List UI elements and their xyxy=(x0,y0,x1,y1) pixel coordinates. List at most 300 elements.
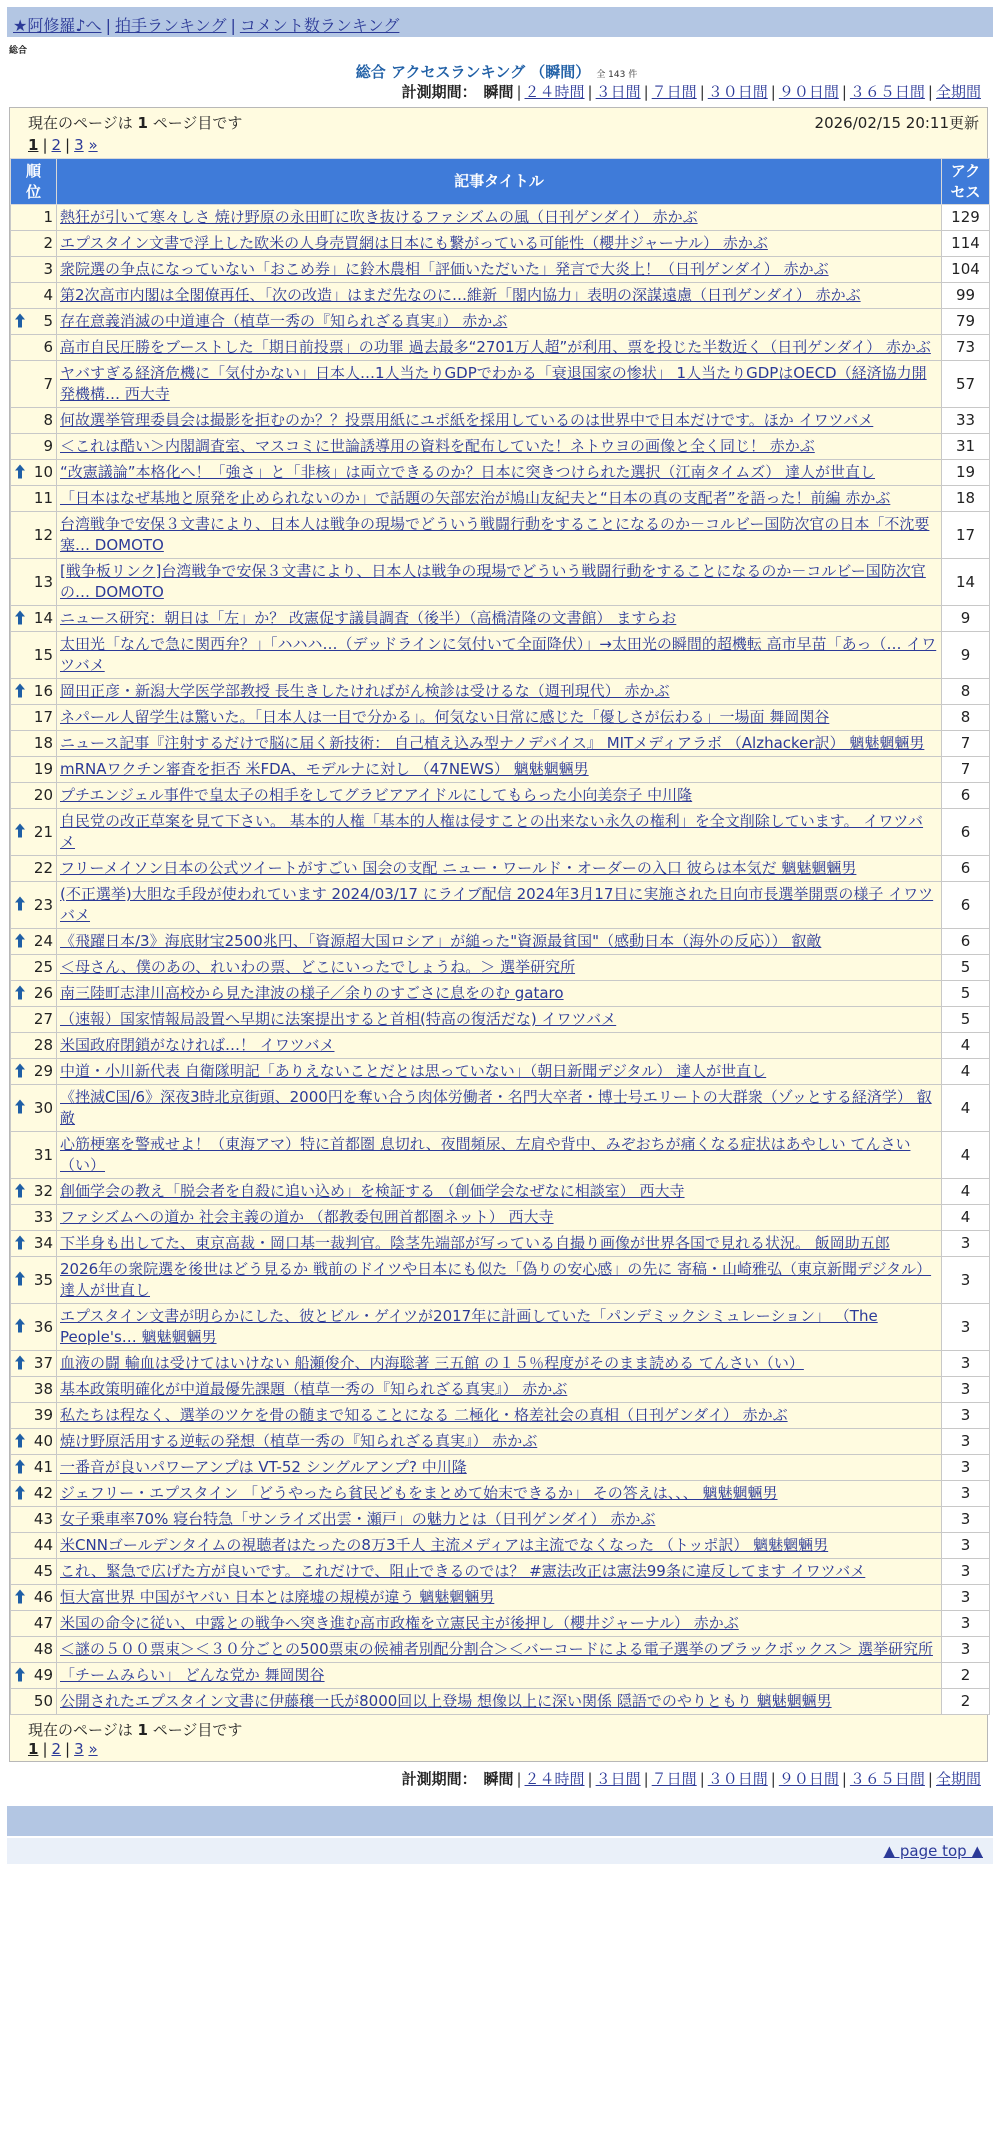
title-cell xyxy=(57,882,942,929)
article-title-link[interactable]: ネパール人留学生は驚いた。「日本人は一目で分かる」。何気ない日常に感じた「優しさが伝わる」一場面 舞岡関谷 xyxy=(60,708,830,726)
next-page-link[interactable]: » xyxy=(88,1740,98,1758)
access-count: 79 xyxy=(942,309,990,335)
article-title-link[interactable]: プチエンジェル事件で皇太子の相手をしてグラビアアイドルにしてもらった小向美奈子 中川隆 xyxy=(60,786,693,804)
rank-number: 5 xyxy=(43,312,53,330)
rank-number: 17 xyxy=(33,708,53,726)
rank-up-arrow-icon xyxy=(15,897,25,914)
article-title-link[interactable]: ＜これは酷い＞内閣調査室、マスコミに世論誘導用の資料を配布していた！ネトウヨの画像と全く同じ！ 赤かぶ xyxy=(60,437,815,455)
title-cell xyxy=(57,460,942,486)
article-title-link[interactable]: ジェフリー・エプスタイン 「どうやったら貧民どもをまとめて始末できるか」 その答えは、、、 魑魅魍魎男 xyxy=(60,1484,778,1502)
rank-number: 18 xyxy=(33,734,53,752)
access-count: 8 xyxy=(942,679,990,705)
rank-number: 47 xyxy=(33,1614,53,1632)
title-cell xyxy=(57,606,942,632)
access-count: 19 xyxy=(942,460,990,486)
table-row xyxy=(11,1637,990,1663)
article-title-link[interactable]: 私たちは程なく、選挙のツケを骨の髄まで知ることになる 二極化・格差社会の真相（日刊ゲンダイ） 赤かぶ xyxy=(60,1406,788,1424)
title-cell xyxy=(57,309,942,335)
rank-cell xyxy=(11,283,57,309)
title-cell xyxy=(57,283,942,309)
title-cell xyxy=(57,1231,942,1257)
article-title-link[interactable]: 太田光「なんで急に関西弁？」「ハハハ…（デッドラインに気付いて全面降伏）」→太田光の瞬間的超機転 高市早苗「あっ（… イワツバメ xyxy=(60,635,937,674)
period-selector-bottom xyxy=(0,1768,993,1790)
access-count: 17 xyxy=(942,512,990,559)
article-title-link[interactable]: ニュース研究：朝日は「左」か？ 改憲促す議員調査（後半）（高橋清隆の文書館） ますらお xyxy=(60,609,677,627)
rank-up-arrow-icon xyxy=(15,610,25,627)
period-option-link[interactable]: ３６５日間 xyxy=(849,83,925,101)
separator: | xyxy=(65,136,71,154)
rank-number: 9 xyxy=(43,437,53,455)
rank-up-arrow-icon xyxy=(15,1100,25,1117)
table-row xyxy=(11,257,990,283)
page-info-suffix: ページ目です xyxy=(152,1721,243,1739)
article-title-link[interactable]: 下半身も出してた、東京高裁・岡口基一裁判官。陰茎先端部が写っている自撮り画像が世界各国で見れる状況。 飯岡助五郎 xyxy=(60,1234,890,1252)
article-title-link[interactable]: 心筋梗塞を警戒せよ！（東海アマ）特に首都圏 息切れ、夜間頻尿、左肩や背中、みぞおちが痛くなる症状はあやしい てんさい（い） xyxy=(60,1135,911,1174)
table-row xyxy=(11,1257,990,1304)
page-top-link[interactable]: ▲ page top ▲ xyxy=(883,1842,983,1860)
page-title: 総合 アクセスランキング （瞬間） xyxy=(355,63,591,81)
separator: | xyxy=(587,83,593,101)
access-count: 7 xyxy=(942,731,990,757)
separator: | xyxy=(105,16,111,35)
article-title-link[interactable]: （速報）国家情報局設置へ早期に法案提出すると首相(特高の復活だな) イワツバメ xyxy=(60,1010,617,1028)
table-header-row xyxy=(11,159,990,205)
article-title-link[interactable]: 米国政府閉鎖がなければ…！ イワツバメ xyxy=(60,1036,335,1054)
access-count: 7 xyxy=(942,757,990,783)
access-count: 8 xyxy=(942,705,990,731)
rank-cell xyxy=(11,1351,57,1377)
title-cell xyxy=(57,1304,942,1351)
table-row xyxy=(11,1611,990,1637)
title-cell xyxy=(57,1257,942,1304)
rank-number: 26 xyxy=(33,984,53,1002)
rank-number: 32 xyxy=(33,1182,53,1200)
rank-up-arrow-icon xyxy=(15,1235,25,1252)
title-cell xyxy=(57,1403,942,1429)
separator: | xyxy=(699,83,705,101)
article-title-link[interactable]: 公開されたエプスタイン文書に伊藤穣一氏が8000回以上登場 想像以上に深い関係 隠語でのやりともり 魑魅魍魎男 xyxy=(60,1692,832,1710)
rank-number: 46 xyxy=(33,1588,53,1606)
title-cell xyxy=(57,257,942,283)
access-count: 6 xyxy=(942,783,990,809)
separator: | xyxy=(927,1770,933,1788)
rank-cell xyxy=(11,1033,57,1059)
period-option-link[interactable]: 全期間 xyxy=(935,1770,981,1788)
rank-cell xyxy=(11,1481,57,1507)
rank-cell xyxy=(11,1085,57,1132)
separator: | xyxy=(770,83,776,101)
top-navigation-bar xyxy=(7,7,993,37)
article-title-link[interactable]: (不正選挙)大胆な手段が使われています 2024/03/17 にライブ配信 2024年3月17日に実施された日向市長選挙開票の様子 イワツバメ xyxy=(60,885,934,924)
access-count: 3 xyxy=(942,1611,990,1637)
separator: | xyxy=(643,1770,649,1788)
ranking-panel xyxy=(9,107,988,1762)
rank-number: 16 xyxy=(33,682,53,700)
ranking-table xyxy=(10,158,990,1715)
title-cell xyxy=(57,205,942,231)
article-title-link[interactable]: 熱狂が引いて寒々しさ 焼け野原の永田町に吹き抜けるファシズムの風（日刊ゲンダイ） 赤かぶ xyxy=(60,208,698,226)
access-count: 129 xyxy=(942,205,990,231)
title-cell xyxy=(57,1132,942,1179)
title-cell xyxy=(57,361,942,408)
title-cell xyxy=(57,1663,942,1689)
table-row xyxy=(11,512,990,559)
title-cell xyxy=(57,1033,942,1059)
rank-number: 31 xyxy=(33,1145,53,1164)
period-option-link[interactable]: ２４時間 xyxy=(524,1770,585,1788)
separator: | xyxy=(65,1740,71,1758)
title-cell xyxy=(57,486,942,512)
article-title-link[interactable]: 基本政策明確化が中道最優先課題（植草一秀の『知られざる真実』） 赤かぶ xyxy=(60,1380,568,1398)
title-cell xyxy=(57,929,942,955)
title-cell xyxy=(57,856,942,882)
rank-cell xyxy=(11,1059,57,1085)
current-page-number: 1 xyxy=(137,1721,148,1739)
access-count: 2 xyxy=(942,1689,990,1715)
rank-number: 13 xyxy=(33,572,53,591)
access-count: 4 xyxy=(942,1059,990,1085)
article-title-link[interactable]: ニュース記事『注射するだけで脳に届く新技術： 自己植え込み型ナノデバイス』 MITメディアラボ （Alzhacker訳） 魑魅魍魎男 xyxy=(60,734,925,752)
article-title-link[interactable]: 焼け野原活用する逆転の発想（植草一秀の『知られざる真実』） 赤かぶ xyxy=(60,1432,538,1450)
article-title-link[interactable]: フリーメイソン日本の公式ツイートがすごい 国会の支配 ニュー・ワールド・オーダーの入口 彼らは本気だ 魑魅魍魎男 xyxy=(60,859,857,877)
table-row xyxy=(11,1403,990,1429)
rank-number: 28 xyxy=(33,1036,53,1054)
title-cell xyxy=(57,731,942,757)
table-row xyxy=(11,408,990,434)
article-title-link[interactable]: 《飛躍日本/3》海底財宝2500兆円、「資源超大国ロシア」が縋った"資源最貧国"（感動日本（海外の反応）） 叡敵 xyxy=(60,932,822,950)
rank-number: 30 xyxy=(33,1098,53,1117)
rank-cell xyxy=(11,512,57,559)
rank-number: 37 xyxy=(33,1354,53,1372)
title-cell xyxy=(57,1455,942,1481)
article-title-link[interactable]: mRNAワクチン審査を拒否 米FDA、モデルナに対し （47NEWS） 魑魅魍魎男 xyxy=(60,760,589,778)
rank-number: 50 xyxy=(33,1692,53,1710)
total-count: 全 143 件 xyxy=(596,70,638,80)
article-title-link[interactable]: 血液の闘 輸血は受けてはいけない 船瀬俊介、内海聡著 三五館 の１５％程度がそのまま読める てんさい（い） xyxy=(60,1354,804,1372)
rank-cell xyxy=(11,205,57,231)
period-option-link[interactable]: ９０日間 xyxy=(778,1770,839,1788)
access-count: 14 xyxy=(942,559,990,606)
access-count: 4 xyxy=(942,1179,990,1205)
title-cell xyxy=(57,1585,942,1611)
rank-cell xyxy=(11,1179,57,1205)
table-row xyxy=(11,679,990,705)
table-row xyxy=(11,929,990,955)
access-count: 73 xyxy=(942,335,990,361)
table-row xyxy=(11,1377,990,1403)
article-title-link[interactable]: 米CNNゴールデンタイムの視聴者はたったの8万3千人 主流メディアは主流でなくなった （トッポ訳） 魑魅魍魎男 xyxy=(60,1536,829,1554)
bottom-page-info xyxy=(10,1715,987,1761)
page-link[interactable]: 3 xyxy=(74,1740,84,1758)
ranking-heading xyxy=(0,61,993,81)
title-cell xyxy=(57,1179,942,1205)
access-count: 3 xyxy=(942,1585,990,1611)
rank-up-arrow-icon xyxy=(15,1063,25,1080)
title-cell xyxy=(57,679,942,705)
rank-number: 44 xyxy=(33,1536,53,1554)
article-title-link[interactable]: 「日本はなぜ基地と原発を止められないのか」で話題の矢部宏治が鳩山友紀夫と“日本の真の支配者”を語った！前編 赤かぶ xyxy=(60,489,891,507)
page-link[interactable]: 2 xyxy=(51,1740,62,1758)
article-title-link[interactable]: 《挫滅C国/6》深夜3時北京街頭、2000円を奪い合う肉体労働者・名門大卒者・博士号エリートの大群衆（ゾッとする経済学） 叡敵 xyxy=(60,1088,932,1127)
rank-cell xyxy=(11,1304,57,1351)
home-link[interactable]: ★阿修羅♪へ xyxy=(13,16,102,35)
page-link[interactable]: 1 xyxy=(28,1740,39,1758)
rank-number: 49 xyxy=(33,1666,53,1684)
rank-number: 4 xyxy=(43,286,53,304)
period-selector xyxy=(0,81,993,103)
access-count: 6 xyxy=(942,929,990,955)
article-title-link[interactable]: 衆院選の争点になっていない「おこめ券」に鈴木農相「評価いただいた」発言で大炎上！（日刊ゲンダイ） 赤かぶ xyxy=(60,260,829,278)
access-count: 3 xyxy=(942,1231,990,1257)
rank-cell xyxy=(11,1231,57,1257)
title-cell xyxy=(57,434,942,460)
rank-number: 41 xyxy=(33,1458,53,1476)
table-row xyxy=(11,1429,990,1455)
rank-number: 19 xyxy=(33,760,53,778)
article-title-link[interactable]: 女子乗車率70% 寝台特急「サンライズ出雲・瀬戸」の魅力とは（日刊ゲンダイ） 赤かぶ xyxy=(60,1510,656,1528)
table-row xyxy=(11,486,990,512)
rank-number: 38 xyxy=(33,1380,53,1398)
rank-cell xyxy=(11,1132,57,1179)
rank-cell xyxy=(11,1637,57,1663)
table-row xyxy=(11,1007,990,1033)
rank-number: 25 xyxy=(33,958,53,976)
rank-up-arrow-icon xyxy=(15,1272,25,1289)
title-cell xyxy=(57,1611,942,1637)
period-option-link[interactable]: ３日間 xyxy=(595,83,641,101)
access-count: 3 xyxy=(942,1481,990,1507)
table-row xyxy=(11,231,990,257)
rank-up-arrow-icon xyxy=(15,933,25,950)
next-page-link[interactable]: » xyxy=(88,136,98,154)
rank-number: 12 xyxy=(33,525,53,544)
table-row xyxy=(11,731,990,757)
ranking-table-body xyxy=(11,205,990,1715)
article-title-link[interactable]: 存在意義消滅の中道連合（植草一秀の『知られざる真実』） 赤かぶ xyxy=(60,312,508,330)
rank-cell xyxy=(11,1403,57,1429)
rank-number: 11 xyxy=(33,489,53,507)
title-cell xyxy=(57,1351,942,1377)
rank-cell xyxy=(11,856,57,882)
title-cell xyxy=(57,1689,942,1715)
period-option-link[interactable]: ３０日間 xyxy=(707,1770,768,1788)
table-row xyxy=(11,559,990,606)
article-title-link[interactable]: エプスタイン文書が明らかにした、彼とビル・ゲイツが2017年に計画していた「パンデミックシミュレーション」 （The People's… 魑魅魍魎男 xyxy=(60,1307,878,1346)
table-row xyxy=(11,606,990,632)
period-option-link[interactable]: ２４時間 xyxy=(524,83,585,101)
rank-number: 43 xyxy=(33,1510,53,1528)
rank-up-arrow-icon xyxy=(15,1667,25,1684)
title-cell xyxy=(57,1059,942,1085)
rank-cell xyxy=(11,1585,57,1611)
applause-ranking-link[interactable]: 拍手ランキング xyxy=(114,16,227,35)
access-count: 3 xyxy=(942,1351,990,1377)
comment-ranking-link[interactable]: コメント数ランキング xyxy=(239,16,400,35)
access-header: アクセス xyxy=(942,159,990,205)
period-option-link[interactable]: ３日間 xyxy=(595,1770,641,1788)
page-info xyxy=(10,108,987,158)
rank-up-arrow-icon xyxy=(15,1183,25,1200)
rank-cell xyxy=(11,1429,57,1455)
rank-cell xyxy=(11,257,57,283)
title-cell xyxy=(57,231,942,257)
period-option-link[interactable]: ３６５日間 xyxy=(849,1770,925,1788)
table-row xyxy=(11,309,990,335)
article-title-link[interactable]: 一番音が良いパワーアンプは VT-52 シングルアンプ? 中川隆 xyxy=(60,1458,467,1476)
section-label: 総合 xyxy=(9,46,28,56)
separator: | xyxy=(42,1740,48,1758)
article-title-link[interactable]: ヤバすぎる経済危機に「気付かない」日本人…1人当たりGDPでわかる「衰退国家の惨状」 1人当たりGDPはOECD（経済協力開発機構… 西大寺 xyxy=(60,364,927,403)
article-title-link[interactable]: 恒大富世界 中国がヤバい 日本とは廃墟の規模が違う 魑魅魍魎男 xyxy=(60,1588,495,1606)
table-row xyxy=(11,1585,990,1611)
access-count: 18 xyxy=(942,486,990,512)
access-count: 99 xyxy=(942,283,990,309)
separator: | xyxy=(516,83,522,101)
table-row xyxy=(11,856,990,882)
article-title-link[interactable]: [戦争板リンク]台湾戦争で安保３文書により、日本人は戦争の現場でどういう戦闘行動をすることになるのか－コルビー国防次官の… DOMOTO xyxy=(60,562,926,601)
table-row xyxy=(11,882,990,929)
rank-up-arrow-icon xyxy=(15,1355,25,1372)
access-count: 3 xyxy=(942,1257,990,1304)
rank-number: 14 xyxy=(33,609,53,627)
rank-cell xyxy=(11,486,57,512)
rank-number: 1 xyxy=(43,208,53,226)
pager xyxy=(28,1740,979,1758)
page-info-suffix: ページ目です xyxy=(152,114,243,132)
page-link[interactable]: 1 xyxy=(28,136,39,154)
article-title-link[interactable]: これ、緊急で広げた方が良いです。これだけで、阻止できるのでは？ #憲法改正は憲法99条に違反してます イワツバメ xyxy=(60,1562,866,1580)
rank-number: 34 xyxy=(33,1234,53,1252)
article-title-link[interactable]: 米国の命令に従い、中露との戦争へ突き進む高市政権を立憲民主が後押し（櫻井ジャーナル） 赤かぶ xyxy=(60,1614,739,1632)
rank-up-arrow-icon xyxy=(15,824,25,841)
rank-cell xyxy=(11,1007,57,1033)
article-title-link[interactable]: 2026年の衆院選を後世はどう見るか 戦前のドイツや日本にも似た「偽りの安心感」の先に 寄稿・山崎雅弘（東京新聞デジタル） 達人が世直し xyxy=(60,1260,932,1299)
article-title-link[interactable]: ＜母さん、僕のあの、れいわの票、どこにいったでしょうね。＞ 選挙研究所 xyxy=(60,958,576,976)
access-count: 3 xyxy=(942,1533,990,1559)
rank-cell xyxy=(11,1533,57,1559)
rank-number: 22 xyxy=(33,859,53,877)
article-title-link[interactable]: 第2次高市内閣は全閣僚再任、「次の改造」はまだ先なのに…維新「閣内協力」表明の深謀遠慮（日刊ゲンダイ） 赤かぶ xyxy=(60,286,861,304)
page-link[interactable]: 3 xyxy=(74,136,84,154)
rank-cell xyxy=(11,1257,57,1304)
rank-number: 40 xyxy=(33,1432,53,1450)
title-cell xyxy=(57,981,942,1007)
rank-up-arrow-icon xyxy=(15,1433,25,1450)
rank-up-arrow-icon xyxy=(15,313,25,330)
rank-cell xyxy=(11,809,57,856)
rank-number: 24 xyxy=(33,932,53,950)
title-cell xyxy=(57,809,942,856)
access-count: 3 xyxy=(942,1377,990,1403)
rank-number: 8 xyxy=(43,411,53,429)
table-row xyxy=(11,205,990,231)
period-label: 計測期間： xyxy=(401,83,477,101)
table-row xyxy=(11,1351,990,1377)
title-cell xyxy=(57,335,942,361)
table-row xyxy=(11,1132,990,1179)
table-row xyxy=(11,705,990,731)
rank-number: 33 xyxy=(33,1208,53,1226)
title-cell xyxy=(57,1085,942,1132)
title-cell xyxy=(57,1507,942,1533)
rank-cell xyxy=(11,679,57,705)
rank-cell xyxy=(11,705,57,731)
article-title-link[interactable]: ＜謎の５００票束＞＜３０分ごとの500票束の候補者別配分割合＞＜バーコードによる電子選挙のブラックボックス＞ 選挙研究所 xyxy=(60,1640,933,1658)
separator: | xyxy=(841,83,847,101)
access-count: 2 xyxy=(942,1663,990,1689)
period-option-link[interactable]: ７日間 xyxy=(651,1770,697,1788)
rank-number: 15 xyxy=(33,645,53,664)
period-option-link[interactable]: ７日間 xyxy=(651,83,697,101)
separator: | xyxy=(643,83,649,101)
article-title-link[interactable]: 中道・小川新代表 自衛隊明記「ありえないことだとは思っていない」（朝日新聞デジタル） 達人が世直し xyxy=(60,1062,767,1080)
period-option-link[interactable]: ９０日間 xyxy=(778,83,839,101)
separator: | xyxy=(42,136,48,154)
rank-cell xyxy=(11,955,57,981)
table-row xyxy=(11,1205,990,1231)
separator: | xyxy=(516,1770,522,1788)
title-cell xyxy=(57,1429,942,1455)
article-title-link[interactable]: 台湾戦争で安保３文書により、日本人は戦争の現場でどういう戦闘行動をすることになるのか－コルビー国防次官の日本「不沈要塞… DOMOTO xyxy=(60,515,930,554)
article-title-link[interactable]: 高市自民圧勝をブーストした「期日前投票」の功罪 過去最多“2701万人超”が利用、票を投じた半数近く（日刊ゲンダイ） 赤かぶ xyxy=(60,338,931,356)
table-row xyxy=(11,1304,990,1351)
period-option-link[interactable]: ３０日間 xyxy=(707,83,768,101)
access-count: 57 xyxy=(942,361,990,408)
separator: | xyxy=(587,1770,593,1788)
rank-cell xyxy=(11,231,57,257)
table-row xyxy=(11,632,990,679)
table-row xyxy=(11,1481,990,1507)
access-count: 3 xyxy=(942,1507,990,1533)
rank-number: 6 xyxy=(43,338,53,356)
article-title-link[interactable]: 南三陸町志津川高校から見た津波の様子／余りのすごさに息をのむ gataro xyxy=(60,984,564,1002)
title-cell xyxy=(57,512,942,559)
article-title-link[interactable]: 自民党の改正草案を見て下さい。 基本的人権「基本的人権は侵すことの出来ない永久の権利」を全文削除しています。 イワツバメ xyxy=(60,812,924,851)
article-title-link[interactable]: 創価学会の教え「脱会者を自殺に追い込め」を検証する （創価学会なぜなに相談室） 西大寺 xyxy=(60,1182,685,1200)
table-row xyxy=(11,1689,990,1715)
pager xyxy=(28,136,979,154)
rank-cell xyxy=(11,434,57,460)
article-title-link[interactable]: 「チームみらい」 どんな党か 舞岡関谷 xyxy=(60,1666,325,1684)
access-count: 4 xyxy=(942,1205,990,1231)
footer-links xyxy=(7,1838,993,1864)
article-title-link[interactable]: エプスタイン文書で浮上した欧米の人身売買網は日本にも繋がっている可能性（櫻井ジャーナル） 赤かぶ xyxy=(60,234,768,252)
table-row xyxy=(11,1033,990,1059)
article-title-link[interactable]: “改憲議論”本格化へ！「強さ」と「非核」は両立できるのか？日本に突きつけられた選択（江南タイムズ） 達人が世直し xyxy=(60,463,876,481)
table-row xyxy=(11,1179,990,1205)
separator: | xyxy=(927,83,933,101)
table-row xyxy=(11,981,990,1007)
article-title-link[interactable]: 岡田正彦・新潟大学医学部教授 長生きしたければがん検診は受けるな（週刊現代） 赤かぶ xyxy=(60,682,670,700)
table-row xyxy=(11,1507,990,1533)
title-cell xyxy=(57,632,942,679)
period-option-active: 瞬間 xyxy=(483,1770,514,1788)
footer-bar xyxy=(7,1806,993,1836)
title-cell xyxy=(57,955,942,981)
title-cell xyxy=(57,1533,942,1559)
title-cell xyxy=(57,1637,942,1663)
table-row xyxy=(11,1059,990,1085)
article-title-link[interactable]: 何故選挙管理委員会は撮影を拒むのか？？投票用紙にユポ紙を採用しているのは世界中で日本だけです。ほか イワツバメ xyxy=(60,411,874,429)
rank-up-arrow-icon xyxy=(15,683,25,700)
article-title-link[interactable]: ファシズムへの道か 社会主義の道か （都教委包囲首都圏ネット） 西大寺 xyxy=(60,1208,554,1226)
table-row xyxy=(11,1559,990,1585)
rank-number: 35 xyxy=(33,1270,53,1289)
rank-number: 3 xyxy=(43,260,53,278)
page-link[interactable]: 2 xyxy=(51,136,62,154)
period-option-link[interactable]: 全期間 xyxy=(935,83,981,101)
rank-cell xyxy=(11,783,57,809)
